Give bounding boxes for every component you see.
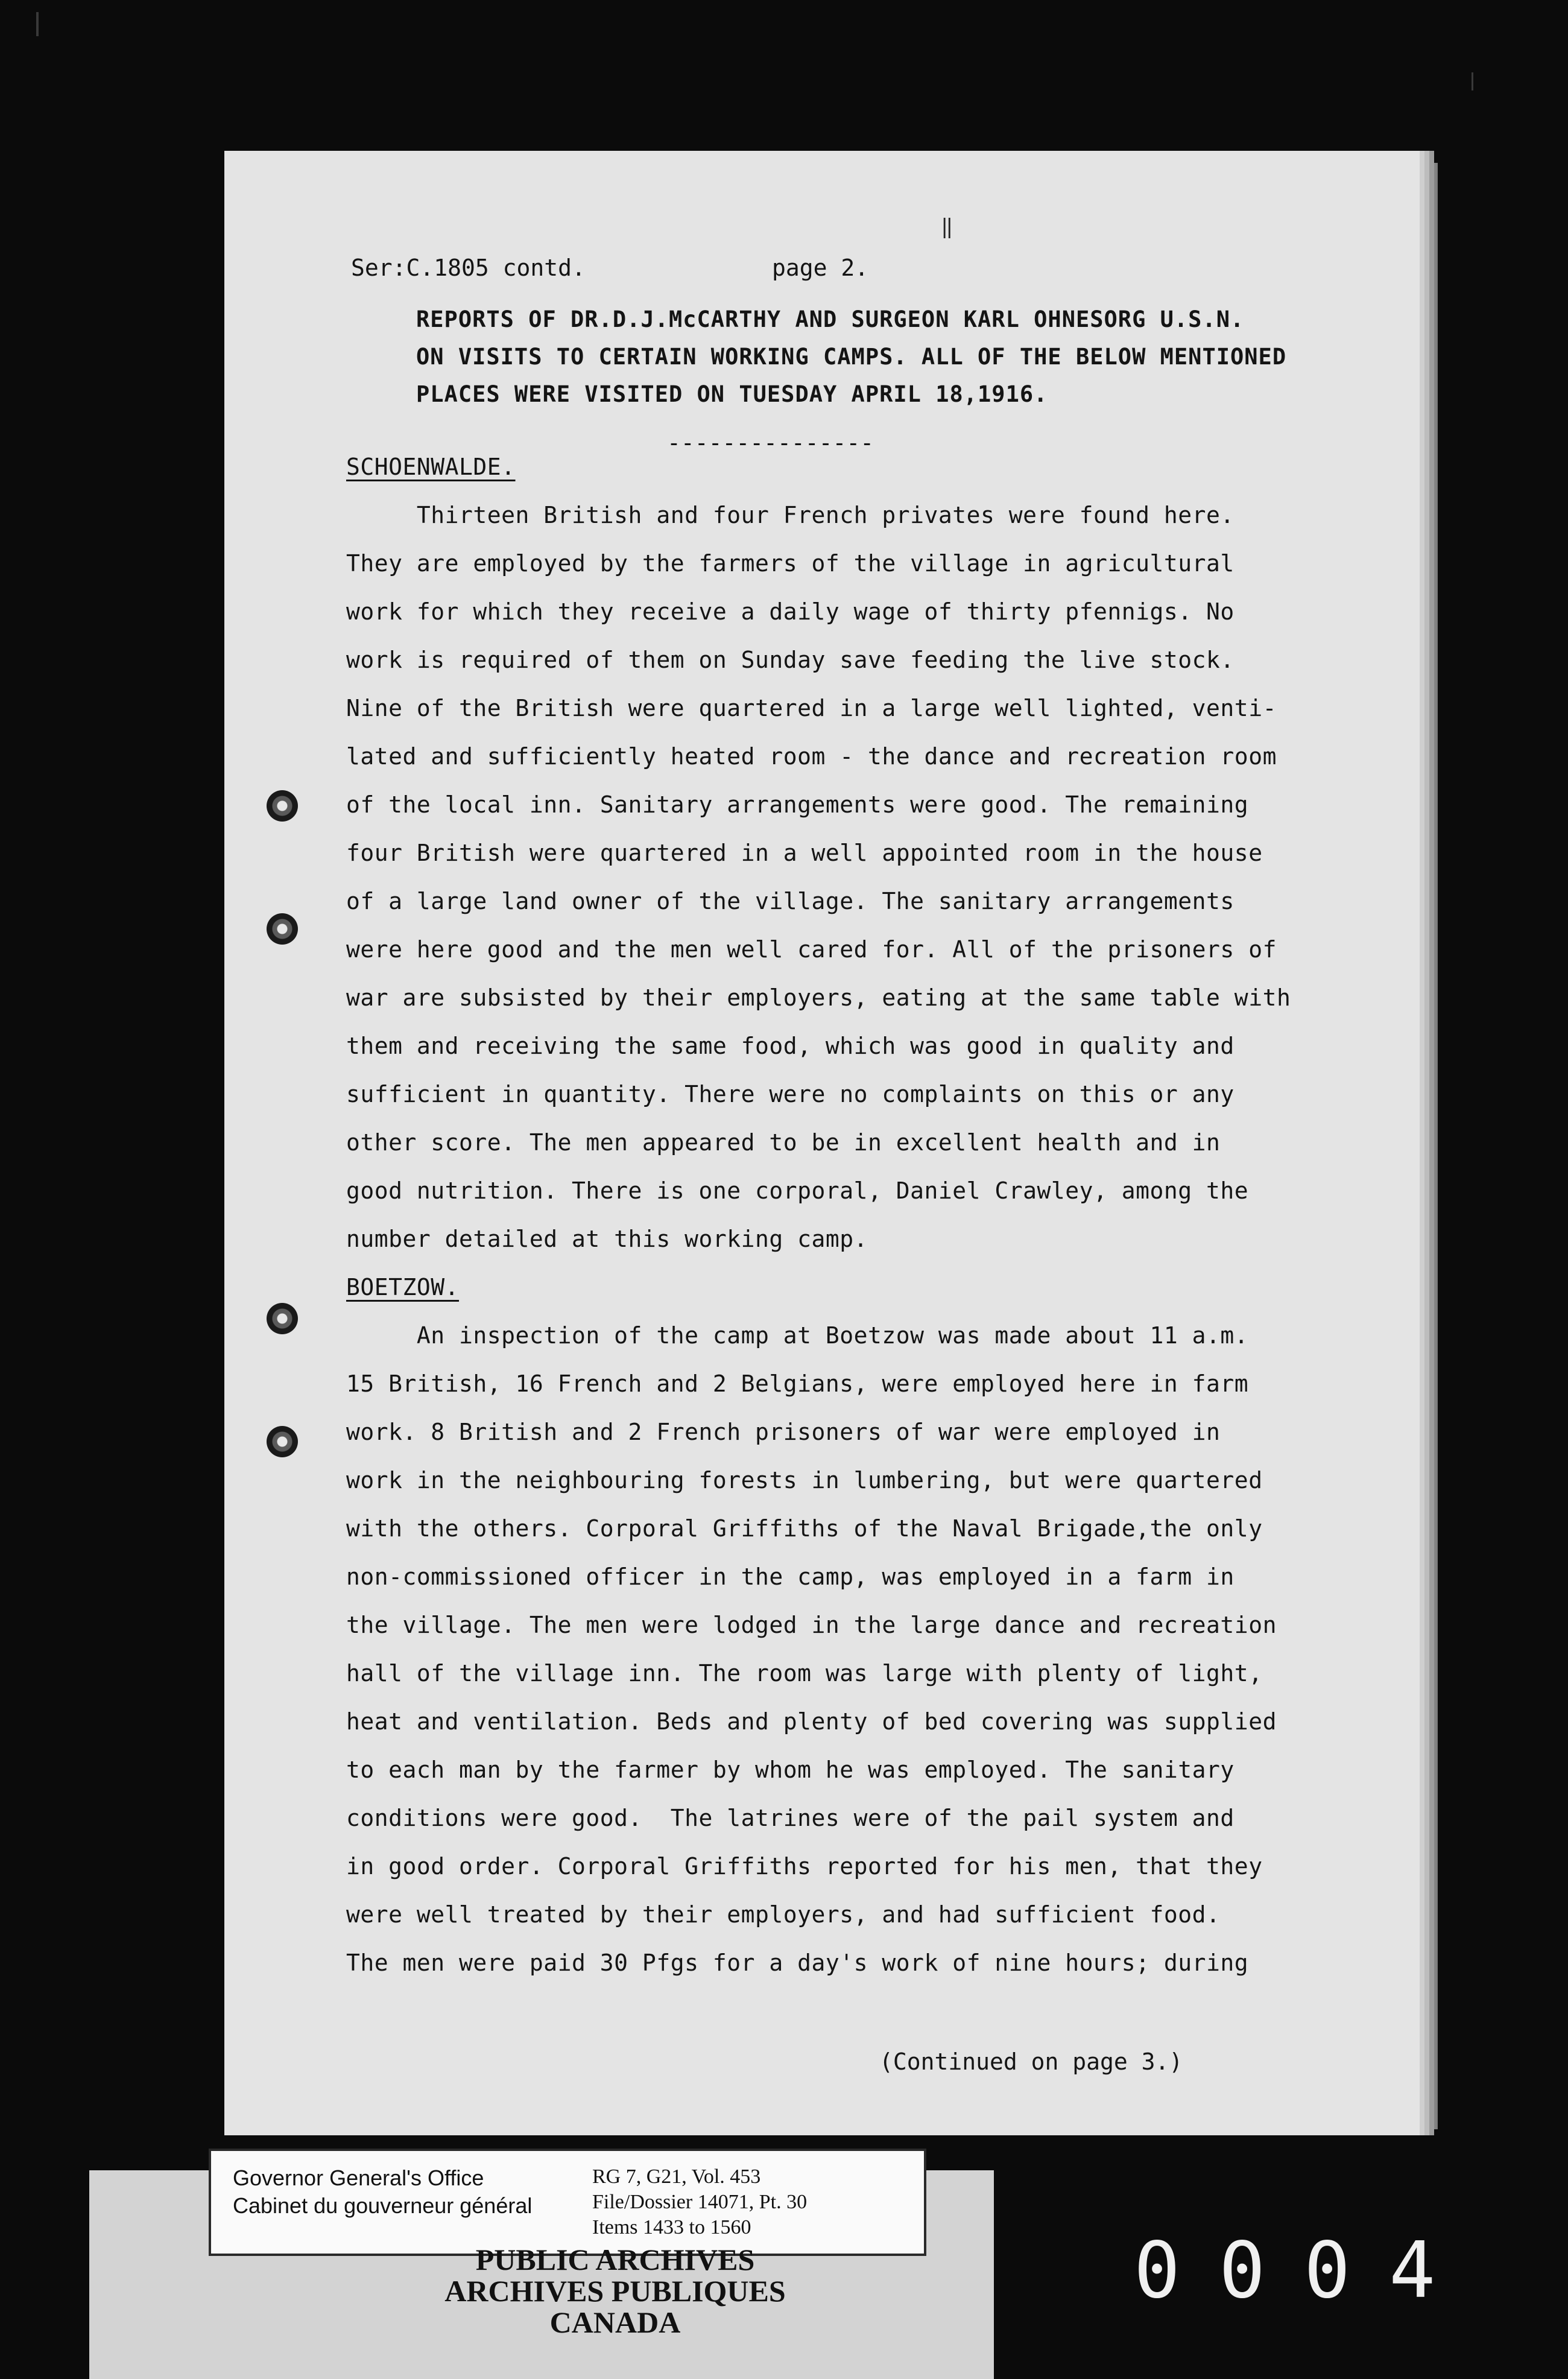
body-line: of a large land owner of the village. The sanitary arrangements: [346, 888, 1234, 914]
body-line: An inspection of the camp at Boetzow was made about 11 a.m.: [346, 1322, 1249, 1349]
body-line: heat and ventilation. Beds and plenty of bed covering was supplied: [346, 1708, 1277, 1735]
body-line: them and receiving the same food, which was good in quality and: [346, 1033, 1234, 1059]
title-line: PLACES WERE VISITED ON TUESDAY APRIL 18,1916.: [416, 381, 1048, 407]
stamp-line-fr: ARCHIVES PUBLIQUES: [444, 2274, 786, 2308]
body-line: work in the neighbouring forests in lumbering, but were quartered: [346, 1467, 1263, 1494]
file-dossier: File/Dossier 14071, Pt. 30: [592, 2191, 808, 2213]
body-line: in good order. Corporal Griffiths reported for his men, that they: [346, 1853, 1263, 1880]
body-line: to each man by the farmer by whom he was employed. The sanitary: [346, 1757, 1234, 1783]
archive-label-office: [233, 2164, 532, 2220]
archive-label-reference: [592, 2164, 807, 2240]
section-heading: BOETZOW.: [346, 1274, 460, 1300]
office-name-fr: Cabinet du gouverneur général: [233, 2193, 533, 2218]
body-line: with the others. Corporal Griffiths of the Naval Brigade,the only: [346, 1515, 1263, 1542]
record-group: RG 7, G21, Vol. 453: [592, 2165, 761, 2188]
stamp-line-country: CANADA: [549, 2305, 681, 2339]
title-line: ON VISITS TO CERTAIN WORKING CAMPS. ALL OF THE BELOW MENTIONED: [416, 344, 1287, 370]
body-line: conditions were good. The latrines were of the pail system and: [346, 1805, 1234, 1831]
title-rule: ---------------: [667, 429, 874, 456]
body-line: sufficient in quantity. There were no complaints on this or any: [346, 1081, 1234, 1107]
continued-note: (Continued on page 3.): [879, 2048, 1183, 2075]
film-scratch: [36, 12, 39, 36]
public-archives-stamp: [386, 2244, 844, 2338]
archive-label: [209, 2149, 926, 2256]
body-line: other score. The men appeared to be in excellent health and in: [346, 1129, 1221, 1156]
punch-hole: [267, 790, 298, 822]
body-line: non-commissioned officer in the camp, was employed in a farm in: [346, 1563, 1234, 1590]
body-line: were here good and the men well cared for. All of the prisoners of: [346, 936, 1277, 963]
body-line: four British were quartered in a well appointed room in the house: [346, 840, 1263, 866]
body-line: good nutrition. There is one corporal, Daniel Crawley, among the: [346, 1177, 1249, 1204]
body-line: number detailed at this working camp.: [346, 1226, 868, 1252]
paper-edge: [1420, 163, 1438, 2129]
body-line: of the local inn. Sanitary arrangements were good. The remaining: [346, 791, 1249, 818]
body-line: work. 8 British and 2 French prisoners of war were employed in: [346, 1419, 1221, 1445]
frame-number: 0004: [1134, 2226, 1475, 2316]
office-name-en: Governor General's Office: [233, 2165, 484, 2190]
body-line: were well treated by their employers, and had sufficient food.: [346, 1901, 1221, 1928]
body-line: the village. The men were lodged in the large dance and recreation: [346, 1612, 1277, 1638]
body-line: 15 British, 16 French and 2 Belgians, were employed here in farm: [346, 1370, 1249, 1397]
reference-number: Ser:C.1805 contd.: [351, 255, 586, 281]
punch-hole: [267, 913, 298, 945]
body-line: work for which they receive a daily wage of thirty pfennigs. No: [346, 598, 1234, 625]
punch-hole: [267, 1426, 298, 1457]
body-line: lated and sufficiently heated room - the dance and recreation room: [346, 743, 1277, 770]
body-line: They are employed by the farmers of the village in agricultural: [346, 550, 1234, 577]
section-heading: SCHOENWALDE.: [346, 454, 516, 480]
page-label: page 2.: [772, 255, 869, 281]
body-line: work is required of them on Sunday save feeding the live stock.: [346, 647, 1234, 673]
film-scratch: [1472, 72, 1473, 90]
body-line: The men were paid 30 Pfgs for a day's work of nine hours; during: [346, 1950, 1249, 1976]
title-line: REPORTS OF DR.D.J.McCARTHY AND SURGEON KARL OHNESORG U.S.N.: [416, 306, 1245, 332]
body-line: Thirteen British and four French privates were found here.: [346, 502, 1234, 528]
punch-hole: [267, 1303, 298, 1334]
items-range: Items 1433 to 1560: [592, 2216, 751, 2238]
margin-mark: ‖: [941, 215, 953, 239]
body-line: war are subsisted by their employers, eating at the same table with: [346, 984, 1291, 1011]
body-line: Nine of the British were quartered in a large well lighted, venti-: [346, 695, 1277, 721]
body-line: hall of the village inn. The room was large with plenty of light,: [346, 1660, 1263, 1687]
stamp-line-en: PUBLIC ARCHIVES: [475, 2243, 755, 2276]
